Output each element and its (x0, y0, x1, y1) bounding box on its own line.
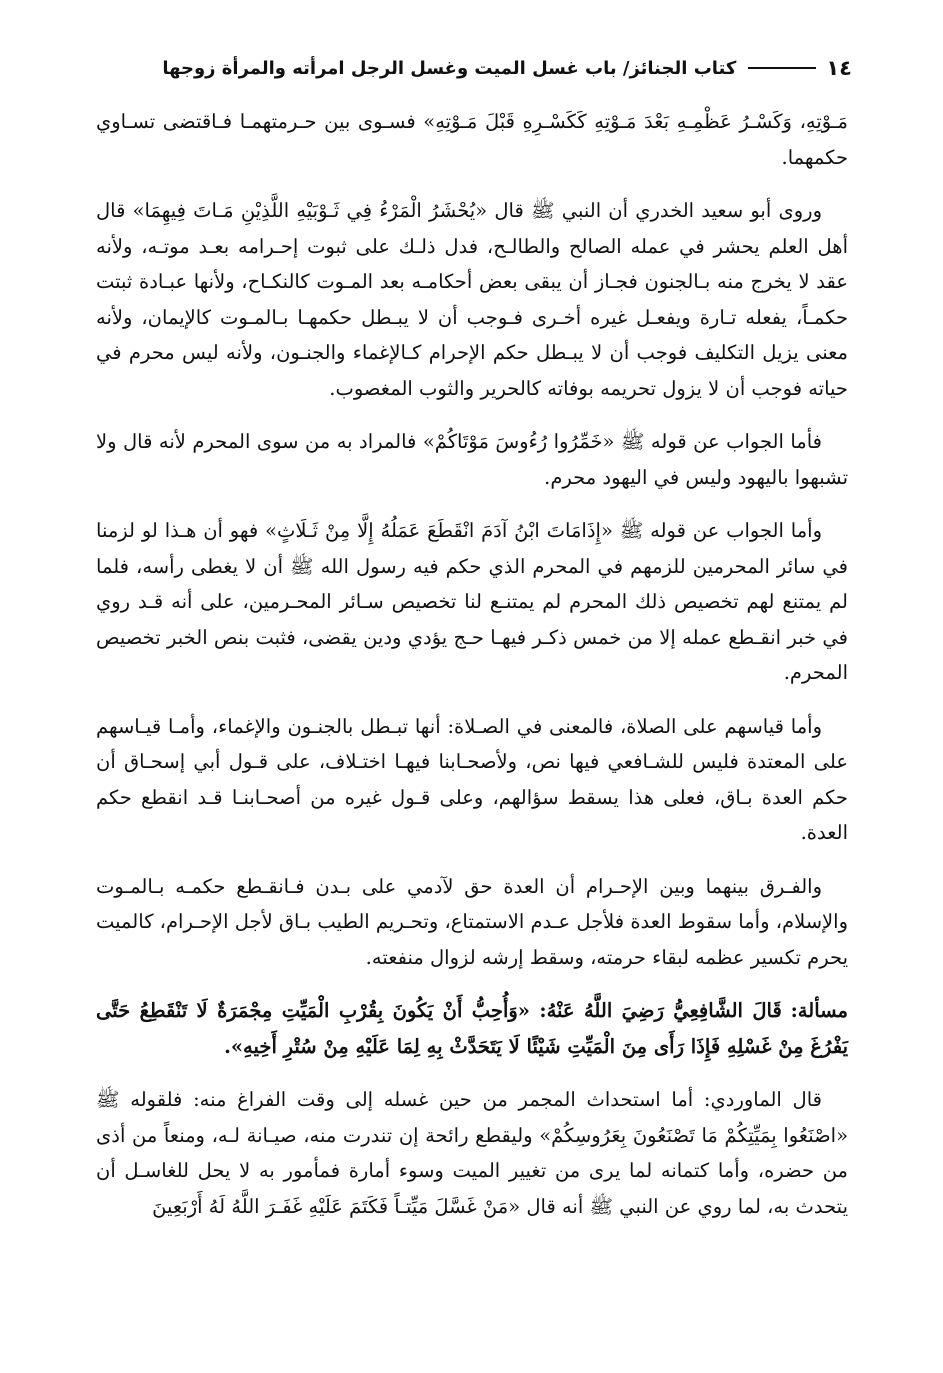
masala-label: مسألة: (790, 999, 848, 1022)
masala-text: قَالَ الشَّافِعِيُّ رَضِيَ اللَّهُ عَنْهُ: «وَأُحِبُّ أَنْ يَكُونَ بِقُرْبِ الْمَيِّتِ مِجْمَرَةٌ لَا تَنْقَطِعُ حَتَّى يَفْرُغَ مِنْ غَسْلِهِ فَإِذَا رَأَى مِنَ الْمَيِّتِ شَيْئًا لَا يَتَحَدَّثْ بِهِ لِمَا عَلَيْهِ مِنْ سُتْرِ أَخِيهِ». (96, 999, 848, 1058)
paragraph-mawardi: قال الماوردي: أما استحداث المجمر من حين غسله إلى وقت الفراغ منه: فلقوله ﷺ «اصْنَعُوا بِمَيِّتِكُمْ مَا تَصْنَعُونَ بِعَرُوسِكُمْ» وليقطع رائحة إن تندرت منه، صيـانة لـه، ومنعاً من أذى من حضره، وأما كتمانه لما يرى من تغيير الميت وسوء أمارة فمأمور به لا يحل للغاسـل أن يتحدث به، لما روي عن النبي ﷺ أنه قال «مَنْ غَسَّلَ مَيِّتـاً فَكَتَمَ عَلَيْهِ غَفَـرَ اللَّهُ لَهُ أَرْبَعِينَ (96, 1088, 848, 1218)
masala-paragraph (96, 993, 848, 1064)
page-number: ١٤ (826, 56, 852, 80)
paragraph-continuation: مَـوْتِهِ، وَكَسْـرُ عَظْمِـهِ بَعْدَ مَـوْتِهِ كَكَسْـرِهِ قَبْلَ مَـوْتِهِ» فسـوى بين حـرمتهمـا فـاقتضى تسـاوي حكمهما. (96, 110, 848, 169)
paragraph-hadith-khudri: وروى أبو سعيد الخدري أن النبي ﷺ قال «يُحْشَرُ الْمَرْءُ فِي ثَـوْبَيْهِ اللَّذِيْنِ مَـاتَ فِيهِمَا» قال أهل العلم يحشر في عمله الصالح والطالـح، فدل ذلـك على ثبوت إحـرامه بعـد موتـه، ولأنه عقد لا يخرج منه بـالجنون فجـاز أن يبقى بعض أحكامـه بعد المـوت كالنكـاح، ولأنها عبـادة ثبتت حكمـاً، يفعله تـارة ويفعـل غيره أخـرى فـوجب أن لا يبـطل حكمهـا بـالمـوت كالإيمان، ولأنه معنى يزيل التكليف فوجب أن لا يبـطل حكم الإحرام كـالإغماء والجنـون، ولأنه ليس محرم في حياته فوجب أن لا يزول تحريمه بوفاته كالحرير والثوب المغصوب. (96, 199, 848, 400)
header-rule (748, 67, 816, 69)
paragraph-khammiru: فأما الجواب عن قوله ﷺ «خَمِّرُوا رُءُوسَ مَوْتَاكُمْ» فالمراد به من سوى المحرم لأنه قال ولا تشبهوا باليهود وليس في اليهود محرم. (96, 430, 848, 489)
running-title: كتاب الجنائز/ باب غسل الميت وغسل الرجل امرأته والمرأة زوجها (162, 57, 737, 79)
paragraph-farq: والفـرق بينهما وبين الإحـرام أن العدة حق لآدمي على بـدن فـانقـطع حكمـه بـالمـوت والإسلام، وأما سقوط العدة فلأجل عـدم الاستمتاع، وتحـريم الطيب بـاق لأجل الإحـرام، كالميت يحرم تكسير عظمه لبقاء حرمته، وسقط إرشه لزوال منفعته. (96, 874, 848, 969)
page-header (92, 48, 852, 88)
paragraph-ibn-adam: وأما الجواب عن قوله ﷺ «إِذَامَاتَ ابْنُ آدَمَ انْقَطَعَ عَمَلُهُ إِلَّا مِنْ ثَـلَاثٍ» فهو أن هـذا لو لزمنا في سائر المحرمين للزمهم في المحرم الذي حكم فيه رسول الله ﷺ أن لا يغطى رأسه، فلما لم يمتنع لهم تخصيص ذلك المحرم لم يمتنـع لنا تخصيص سـائر المحـرمين، على أنه قـد روي في خبر انقـطع عمله إلا من خمس ذكـر فيهـا حـج يؤدي ودين يقضى، فثبت بنص الخبر تخصيص المحرم. (96, 519, 848, 684)
paragraph-qiyas-salah: وأما قياسهم على الصلاة، فالمعنى في الصـلاة: أنها تبـطل بالجنـون والإغماء، وأمـا قيـاسهم على المعتدة فليس للشـافعي فيها نص، ولأصحـابنا فيهـا اختـلاف، على قـول أبي إسحـاق أن حكم العدة بـاق، فعلى هذا يسقط سؤالهم، وعلى قـول غيره من أصحـابنـا قـد انقطع حكم العدة. (96, 714, 848, 844)
body-text (96, 104, 848, 1242)
